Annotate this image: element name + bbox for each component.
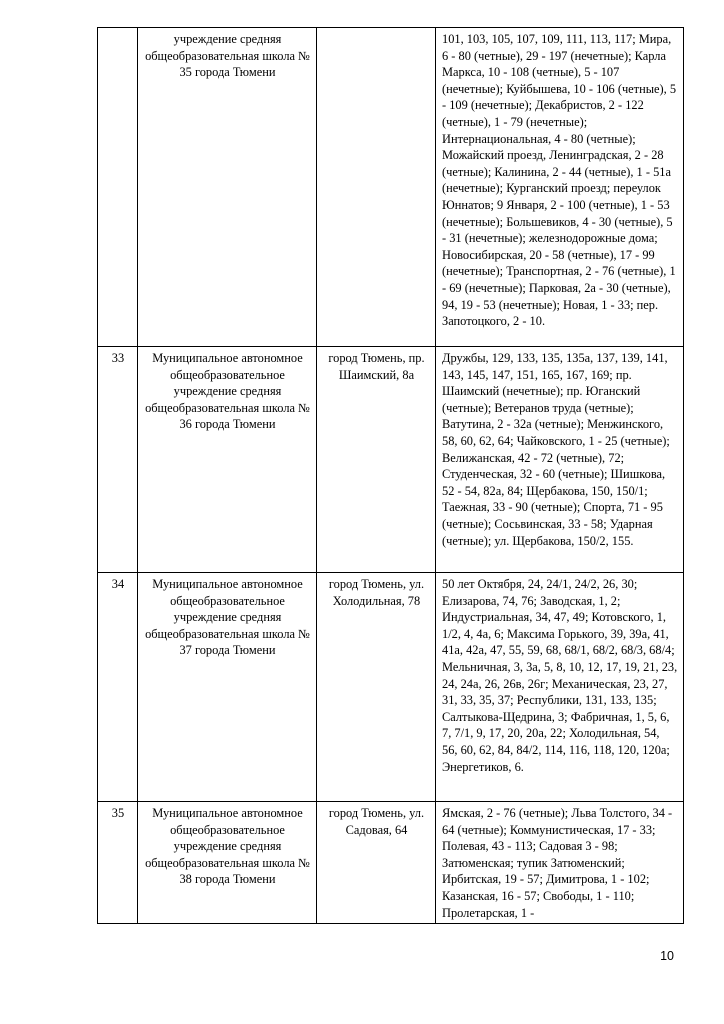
table-row — [98, 573, 684, 802]
row-number-cell — [98, 573, 138, 802]
school-name: Муниципальное автономное общеобразовательное учреждение средняя общеобразовательная школа № 37 города Тюмени — [145, 577, 310, 658]
territory-cell — [436, 802, 684, 924]
territory-text: Ямская, 2 - 76 (четные); Льва Толстого, 34 - 64 (четные); Коммунистическая, 17 - 33; Полевая, 43 - 113; Садовая 3 - 98; Затюменская; тупик Затюменский; Ирбитская, 19 - 57; Димитрова, 1 - 102; Казанская, 16 - 57; Свободы, 1 - 110; Пролетарская, 1 - — [442, 806, 673, 920]
school-address-cell — [317, 347, 436, 573]
table-row — [98, 28, 684, 347]
school-name: Муниципальное автономное общеобразовательное учреждение средняя общеобразовательная школа № 36 города Тюмени — [145, 351, 310, 432]
school-address: город Тюмень, ул. Холодильная, 78 — [328, 577, 425, 608]
row-number: 35 — [111, 806, 125, 820]
school-name-cell — [138, 802, 317, 924]
row-number: 33 — [111, 351, 125, 365]
school-name-cell — [138, 347, 317, 573]
row-number-cell — [98, 347, 138, 573]
school-name: учреждение средняя общеобразовательная школа № 35 города Тюмени — [145, 32, 310, 80]
territory-cell — [436, 573, 684, 802]
school-name-cell — [138, 573, 317, 802]
school-name: Муниципальное автономное общеобразовательное учреждение средняя общеобразовательная школа № 38 города Тюмени — [145, 806, 310, 887]
school-address-cell — [317, 573, 436, 802]
territory-text: Дружбы, 129, 133, 135, 135а, 137, 139, 141, 143, 145, 147, 151, 165, 167, 169; пр. Шаимский (нечетные); пр. Юганский (четные); Ветеранов труда (четные); Ватутина, 2 - 32а (четные); Менжинского, 58, 60, 62, 64; Чайковского, 1 - 25 (четные); Велижанская, 42 - 72 (четные), 72; Студенческая, 32 - 60 (четные); Шишкова, 52 - 54, 82а, 84; Щербакова, 150, 150/1; Таежная, 33 - 90 (четные); Спорта, 71 - 95 (четные); Сосьвинская, 33 - 58; Ударная (четные); ул. Щербакова, 150/2, 155. — [442, 351, 670, 548]
territory-cell — [436, 28, 684, 347]
table-row — [98, 347, 684, 573]
territory-text: 50 лет Октября, 24, 24/1, 24/2, 26, 30; Елизарова, 74, 76; Заводская, 1, 2; Индустриальная, 34, 47, 49; Котовского, 1, 1/2, 4, 4а, 6; Максима Горького, 39, 39а, 41, 41а, 42а, 47, 55, 59, 68, 68/1, 68/2, 68/3, 68/4; Мельничная, 3, 3а, 5, 8, 10, 12, 17, 19, 21, 23, 24, 24а, 26, 26в, 26г; Механическая, 23, 27, 31, 33, 35, 37; Республики, 131, 133, 135; Салтыкова-Щедрина, 3; Фабричная, 1, 5, 6, 7, 7/1, 9, 17, 20, 20а, 22; Холодильная, 54, 56, 60, 62, 84, 84/2, 114, 116, 118, 120, 120а; Энергетиков, 6. — [442, 577, 678, 774]
schools-territory-table — [97, 27, 684, 924]
school-address: город Тюмень, ул. Садовая, 64 — [328, 806, 425, 837]
row-number: 34 — [111, 577, 125, 591]
table-row — [98, 802, 684, 924]
territory-text: 101, 103, 105, 107, 109, 111, 113, 117; Мира, 6 - 80 (четные), 29 - 197 (нечетные); Карла Маркса, 10 - 108 (четные), 5 - 107 (нечетные); Куйбышева, 10 - 106 (четные), 5 - 109 (нечетные); Декабристов, 2 - 122 (четные), 1 - 79 (нечетные); Интернациональная, 4 - 80 (четные); Можайский проезд, Ленинградская, 2 - 28 (четные); Калинина, 2 - 44 (четные), 1 - 51а (нечетные); Курганский проезд; переулок Юннатов; 9 Января, 2 - 100 (четные), 1 - 53 (нечетные); Большевиков, 4 - 30 (четные), 5 - 31 (нечетные); железнодорожные дома; Новосибирская, 20 - 58 (четные), 17 - 99 (нечетные); Транспортная, 2 - 76 (четные), 1 - 69 (нечетные); Парковая, 2а - 30 (четные), 94, 19 - 53 (нечетные); Новая, 1 - 33; пер. Запотоцкого, 2 - 10. — [442, 32, 677, 329]
school-address-cell — [317, 802, 436, 924]
row-number-cell — [98, 802, 138, 924]
school-address-cell — [317, 28, 436, 347]
school-address: город Тюмень, пр. Шаимский, 8а — [328, 351, 425, 382]
page-number: 10 — [660, 949, 674, 963]
territory-cell — [436, 347, 684, 573]
row-number-cell — [98, 28, 138, 347]
school-name-cell — [138, 28, 317, 347]
